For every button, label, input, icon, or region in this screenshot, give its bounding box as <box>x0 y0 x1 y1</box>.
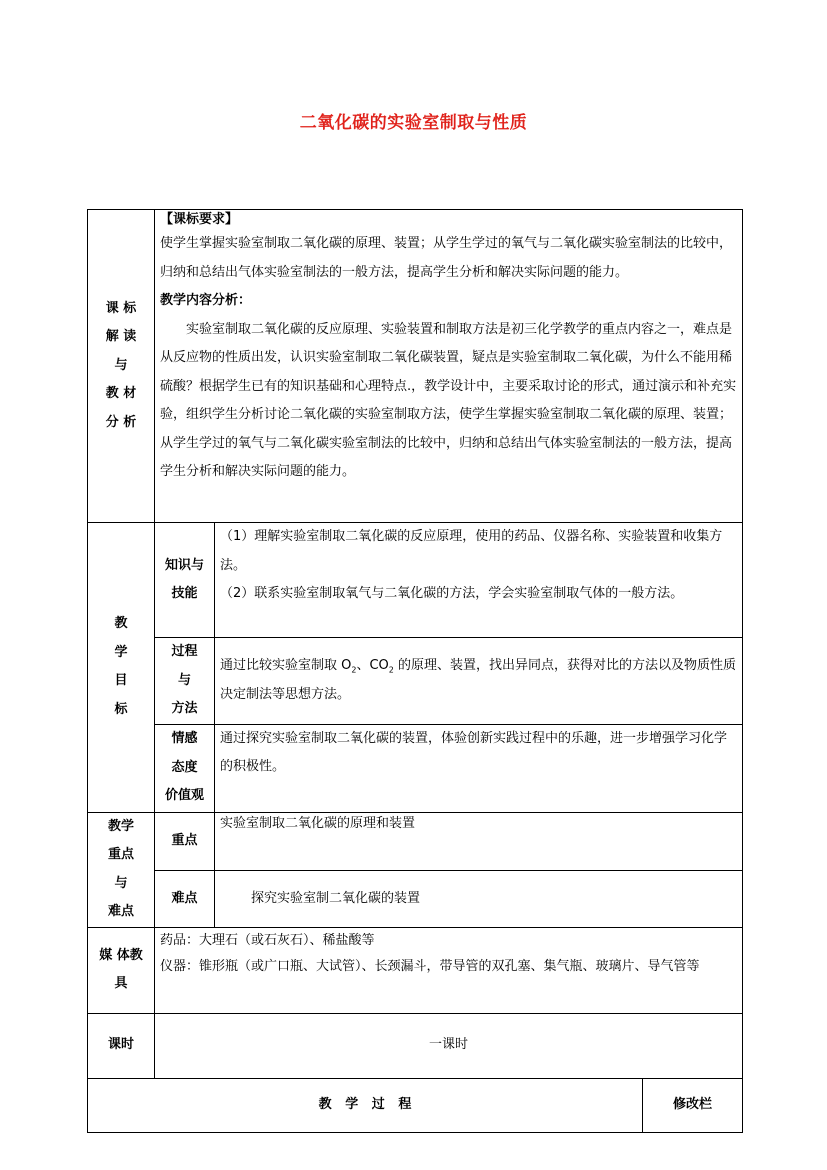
document-title: 二氧化碳的实验室制取与性质 <box>299 113 528 133</box>
sublabel-hard-point: 难点 <box>155 871 215 928</box>
media-instruments: 仪器：锥形瓶（或广口瓶、大试管）、长颈漏斗，带导管的双孔塞、集气瓶、玻璃片、导气管等 <box>160 958 700 974</box>
analysis-text: 实验室制取二氧化碳的反应原理、实验装置和制取方法是初三化学教学的重点内容之一，难点是从反应物的性质出发，认识实验室制取二氧化碳装置，疑点是实验室制取二氧化碳，为什么不能用稀硫酸？根据学生已有的知识基础和心理特点.，教学设计中，主要采取讨论的形式，通过演示和补充实验，组织学生分析讨论二氧化碳的实验室制取方法，使学生掌握实验室制取二氧化碳的原理、装置；从学生学过的氧气与二氧化碳实验室制法的比较中，归纳和总结出气体实验室制法的一般方法，提高学生分析和解决实际问题的能力。 <box>160 321 737 479</box>
row-hours <box>88 1013 743 1078</box>
row-label-standards: 课 标 解 读 与 教 材 分 析 <box>88 210 155 523</box>
sublabel-process: 过程 与 方法 <box>155 638 215 725</box>
hard-point-text: 探究实验室制二氧化碳的装置 <box>215 871 743 928</box>
teaching-process-header: 教 学 过 程 <box>88 1078 643 1132</box>
process-text: 通过比较实验室制取 $O_2$、$CO_2$ 的原理、装置，找出异同点，获得对比的方法以及物质性质决定制法等思想方法。 <box>215 638 743 725</box>
row-key-point <box>88 812 743 871</box>
sublabel-emotion: 情感 态度 价值观 <box>155 724 215 812</box>
emotion-text: 通过探究实验室制取二氧化碳的装置，体验创新实践过程中的乐趣，进一步增强学习化学的积极性。 <box>215 724 743 812</box>
requirement-heading: 【课标要求】 <box>160 212 239 227</box>
lesson-plan-table <box>87 209 743 1133</box>
sublabel-key-point: 重点 <box>155 812 215 871</box>
requirement-text: 使学生掌握实验室制取二氧化碳的原理、装置；从学生学过的氧气与二氧化碳实验室制法的比较中，归纳和总结出气体实验室制法的一般方法，提高学生分析和解决实际问题的能力。 <box>160 236 733 280</box>
row-process <box>88 638 743 725</box>
row-media <box>88 927 743 1013</box>
knowledge-item-1: （1）理解实验室制取二氧化碳的反应原理，使用的药品、仪器名称、实验装置和收集方法。 <box>220 529 723 573</box>
revision-column-header: 修改栏 <box>643 1078 743 1132</box>
knowledge-item-2: （2）联系实验室制取氧气与二氧化碳的方法，学会实验室制取气体的一般方法。 <box>220 586 684 601</box>
key-point-text: 实验室制取二氧化碳的原理和装置 <box>215 812 743 871</box>
row-label-hours: 课时 <box>88 1013 155 1078</box>
row-label-goals: 教 学 目 标 <box>88 523 155 813</box>
row-label-focus: 教学 重点 与 难点 <box>88 812 155 927</box>
row-process-header <box>88 1078 743 1132</box>
row-knowledge <box>88 523 743 638</box>
analysis-heading: 教学内容分析： <box>160 293 252 308</box>
sublabel-knowledge: 知识与 技能 <box>155 523 215 638</box>
row-emotion <box>88 724 743 812</box>
media-drugs: 药品：大理石（或石灰石）、稀盐酸等 <box>160 932 375 948</box>
row-hard-point <box>88 871 743 928</box>
row-label-media: 媒 体教 具 <box>88 927 155 1013</box>
row-standards <box>88 210 743 523</box>
hours-value: 一课时 <box>155 1013 743 1078</box>
